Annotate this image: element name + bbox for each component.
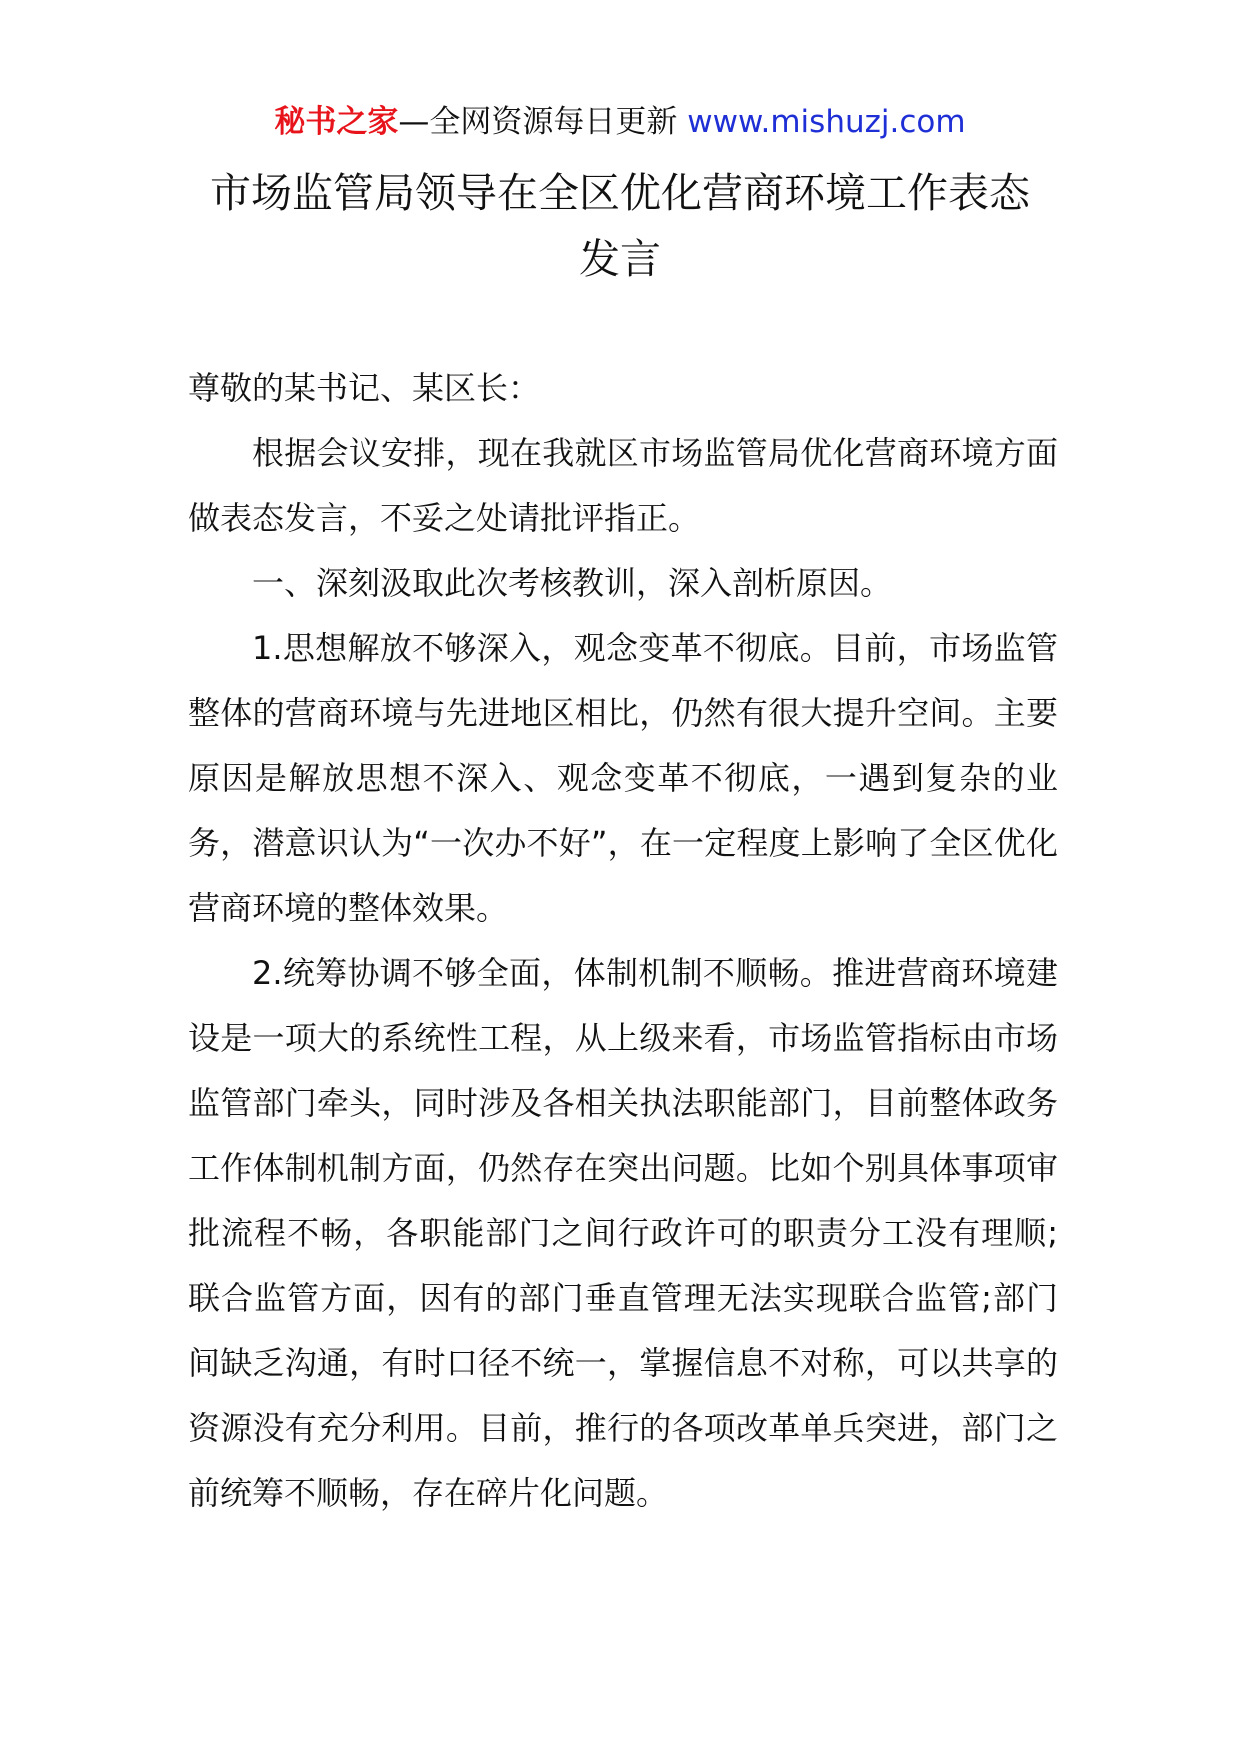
site-slogan: —全网资源每日更新 <box>398 104 678 140</box>
paragraph-point-1: 1.思想解放不够深入，观念变革不彻底。目前，市场监管整体的营商环境与先进地区相比，仍然有很大提升空间。主要原因是解放思想不深入、观念变革不彻底，一遇到复杂的业务，潜意识认为“一次办不好”，在一定程度上影响了全区优化营商环境的整体效果。 <box>188 629 1058 927</box>
document-body <box>188 356 1058 1526</box>
document-title: 市场监管局领导在全区优化营商环境工作表态发言 <box>210 169 1030 283</box>
site-url-link[interactable]: www.mishuzj.com <box>687 104 966 140</box>
site-brand: 秘书之家 <box>274 104 399 140</box>
site-header <box>0 100 1240 144</box>
salutation: 尊敬的某书记、某区长： <box>188 369 541 407</box>
paragraph-intro: 根据会议安排，现在我就区市场监管局优化营商环境方面做表态发言，不妥之处请批评指正。 <box>188 434 1058 537</box>
section-heading: 一、深刻汲取此次考核教训，深入剖析原因。 <box>252 564 893 602</box>
paragraph-point-2: 2.统筹协调不够全面，体制机制不顺畅。推进营商环境建设是一项大的系统性工程，从上级来看，市场监管指标由市场监管部门牵头，同时涉及各相关执法职能部门，目前整体政务工作体制机制方面，仍然存在突出问题。比如个别具体事项审批流程不畅，各职能部门之间行政许可的职责分工没有理顺;联合监管方面，因有的部门垂直管理无法实现联合监管;部门间缺乏沟通，有时口径不统一，掌握信息不对称，可以共享的资源没有充分利用。目前，推行的各项改革单兵突进，部门之前统筹不顺畅，存在碎片化问题。 <box>188 954 1058 1512</box>
